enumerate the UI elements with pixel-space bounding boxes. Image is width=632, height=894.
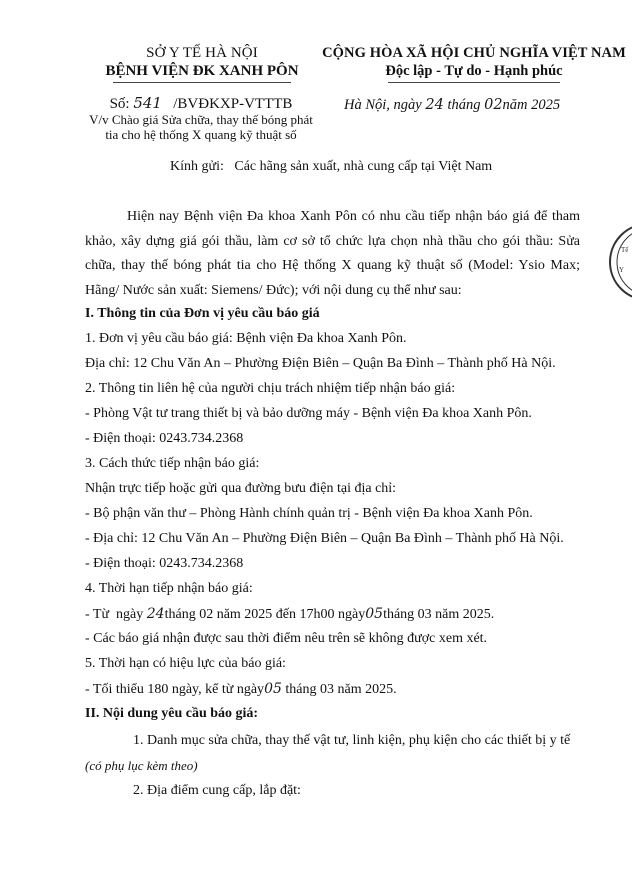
department-name: SỞ Y TẾ HÀ NỘI [146,45,258,61]
hospital-name: BỆNH VIỆN ĐK XANH PÔN [105,63,299,79]
recipient-line [170,158,492,176]
national-header [318,44,630,83]
validity-prefix: - Tối thiểu 180 ngày, kể từ ngày [85,682,265,697]
doc-number-handwritten: 541 [133,94,162,112]
issuer-header [92,44,312,83]
section-1-line: - Phòng Vật tư trang thiết bị và bảo dưỡng máy - Bệnh viện Đa khoa Xanh Pôn. [85,406,532,421]
nation-title: CỘNG HÒA XÃ HỘI CHỦ NGHĨA VIỆT NAM [322,45,626,61]
section-1-line: - Địa chỉ: 12 Chu Văn An – Phường Điện Biên – Quận Ba Đình – Thành phố Hà Nội. [85,531,564,546]
section-1-line: Địa chỉ: 12 Chu Văn An – Phường Điện Biên – Quận Ba Đình – Thành phố Hà Nội. [85,356,556,371]
validity-suffix: tháng 03 năm 2025. [285,682,397,697]
section-2-item-2: 2. Địa điểm cung cấp, lắp đặt: [133,783,301,798]
date-day-handwritten: 24 [425,97,444,113]
national-motto: Độc lập - Tự do - Hạnh phúc [385,63,563,79]
section-1-line: 3. Cách thức tiếp nhận báo giá: [85,456,260,471]
validity-line [85,680,397,699]
section-1-line: - Điện thoại: 0243.734.2368 [85,431,244,446]
deadline-from-day-handwritten: 24 [146,606,165,622]
section-2-item-1-note: (có phụ lục kèm theo) [85,758,198,773]
date-month-handwritten: 02 [484,97,503,113]
section-1-line: Nhận trực tiếp hoặc gửi qua đường bưu điện tại địa chỉ: [85,481,397,496]
deadline-from-rest: tháng 02 năm 2025 đến 17h00 ngày [164,607,366,622]
section-1-title: I. Thông tin của Đơn vị yêu cầu báo giá [85,306,320,321]
stamp-glyph: Y [619,266,625,274]
deadline-to-day-handwritten: 05 [365,606,384,622]
stamp-outer-ring [610,224,632,300]
validity-day-handwritten: 05 [264,681,282,697]
deadline-line [85,605,494,624]
deadline-from-label: - Từ ngày [85,607,144,622]
subject-line-2: tia cho hệ thống X quang kỹ thuật số [105,127,297,142]
section-1-line: 2. Thông tin liên hệ của người chịu trách nhiệm tiếp nhận báo giá: [85,381,456,396]
section-1-line: - Các báo giá nhận được sau thời điểm nêu trên sẽ không được xem xét. [85,631,488,646]
date-year: năm 2025 [502,97,561,113]
recipient-value: Các hãng sản xuất, nhà cung cấp tại Việt Nam [234,159,493,174]
recipient-label: Kính gửi: [170,159,224,174]
motto-underline [388,82,560,83]
document-date [344,96,594,114]
date-month-label: tháng [447,97,481,113]
subject-line-1: V/v Chào giá Sửa chữa, thay thế bóng phát [89,112,313,127]
official-stamp-fragment [608,222,632,302]
document-number [96,94,306,113]
section-2-item-1: 1. Danh mục sửa chữa, thay thế vật tư, linh kiện, phụ kiện cho các thiết bị y tế [133,733,571,748]
document-subject [76,112,326,142]
section-1-line: 5. Thời hạn có hiệu lực của báo giá: [85,656,286,671]
doc-number-prefix: Số: [109,96,130,112]
doc-number-suffix: /BVĐKXP-VTTTB [173,96,293,112]
section-2-title: II. Nội dung yêu cầu báo giá: [85,706,259,721]
section-1-line: 4. Thời hạn tiếp nhận báo giá: [85,581,253,596]
section-1-line: - Điện thoại: 0243.734.2368 [85,556,244,571]
stamp-glyph: Tế [621,246,629,254]
date-place: Hà Nội, ngày [344,97,422,113]
header-underline [113,82,291,83]
section-1-line: - Bộ phận văn thư – Phòng Hành chính quản trị - Bệnh viện Đa khoa Xanh Pôn. [85,506,533,521]
section-1-line: 1. Đơn vị yêu cầu báo giá: Bệnh viện Đa khoa Xanh Pôn. [85,331,407,346]
deadline-to-rest: tháng 03 năm 2025. [383,607,495,622]
intro-paragraph: Hiện nay Bệnh viện Đa khoa Xanh Pôn có nhu cầu tiếp nhận báo giá để tham khảo, xây dựng giá gói thầu, làm cơ sở tổ chức lựa chọn nhà thầu cho gói thầu: Sửa chữa, thay thế bóng phát tia cho Hệ thống X quang kỹ thuật số (Model: Ysio Max; Hãng/ Nước sản xuất: Siemens/ Đức); với nội dung cụ thể như sau: [85,209,580,298]
